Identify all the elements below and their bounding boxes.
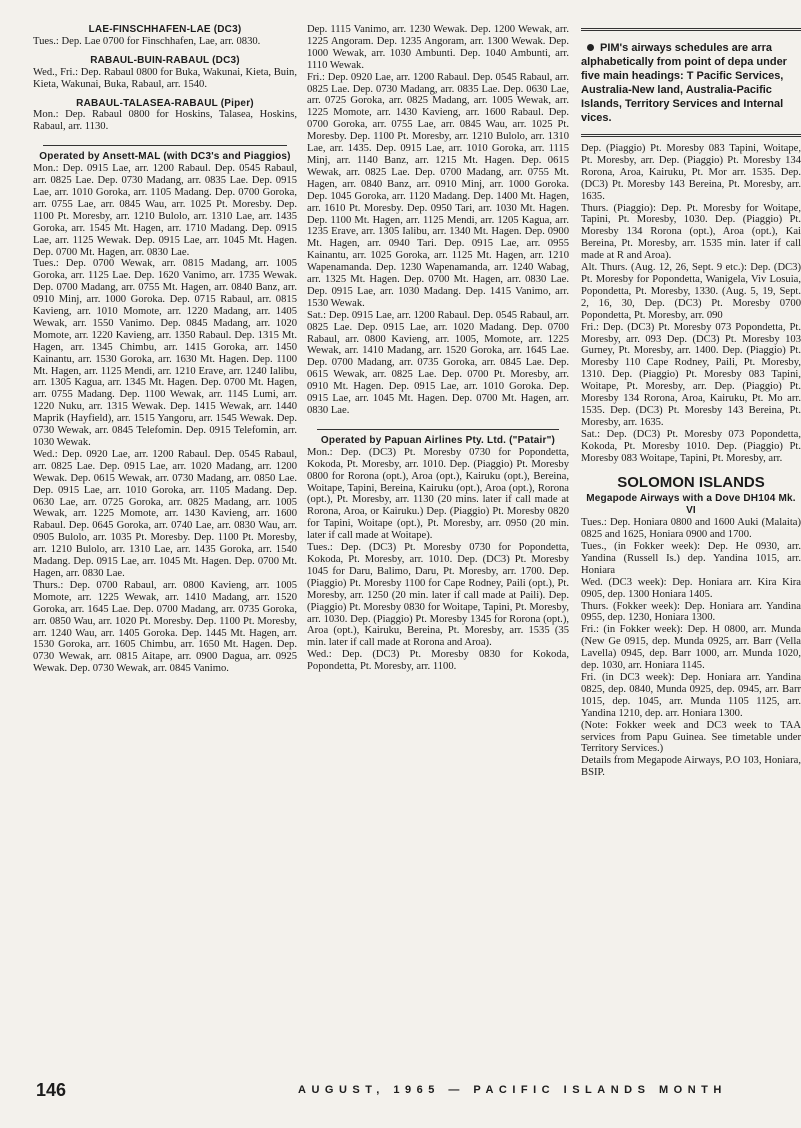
schedule-entry: Thurs. (Fokker week): Dep. Honiara arr. Yandina 0955, dep. 1230, Honiara 1300. — [581, 600, 801, 624]
schedule-entry: Tues.: Dep. Lae 0700 for Finschhafen, Lae, arr. 0830. — [33, 35, 261, 47]
schedule-heading: RABAUL-TALASEA-RABAUL (Piper) — [76, 97, 254, 109]
schedule-entry: Tues.: Dep. Honiara 0800 and 1600 Auki (Malaita) 0825 and 1625, Honiara 0900 and 1700. — [581, 517, 801, 541]
schedule-entry: Wed.: Dep. 0920 Lae, arr. 1200 Rabaul. Dep. 0545 Rabaul, arr. 0825 Lae. Dep. 0915 Lae, arr. 1020 Madang, arr. 1200 Wewak. Dep. 0615 Wewak, arr. 0730 Madang, arr. 0850 Lae. Dep. 0915 Lae, arr. 1010 Goroka, arr. 1105 Madang. Dep. 0630 Lae, arr. 0725 Goroka, arr. 0825 Madang, arr. 1005 Wewak, arr. 1225 Momote, arr. 1430 Kavieng, arr. 1600 Rabaul. Dep. 0645 Goroka, arr. 0740 Lae, arr. 0830 Wau, arr. 0905 Bulolo, arr. 1035 Pt. Moresby. Dep. 1100 Pt. Moresby, arr. 1210 Bulolo, arr. 1310 Lae, arr. 1435 Goroka, arr. 1540 Madang. Dep. 0915 Lae, arr. 1045 Mt. Hagen. Dep. 0700 Mt. Hagen, arr. 0830 Lae. — [33, 448, 297, 579]
spacer — [33, 91, 297, 98]
schedule-entry: Dep. 1115 Vanimo, arr. 1230 Wewak. Dep. 1200 Wewak, arr. 1225 Angoram. Dep. 1235 Angoram, arr. 1300 Wewak. Dep. 1000 Wewak, arr. 1030 Ambunti. Dep. 1040 Ambunti, arr. 1110 Wewak. — [307, 24, 569, 71]
notice-box — [581, 28, 801, 137]
schedule-entry: Fri.: Dep. 0920 Lae, arr. 1200 Rabaul. Dep. 0545 Rabaul, arr. 0825 Lae. Dep. 0730 Madang, arr. 0835 Lae. Dep. 0630 Lae, arr. 0725 Goroka, arr. 0825 Madang, arr. 1005 Wewak, arr. 1225 Momote, arr. 1430 Kavieng, arr. 1600 Rabaul. Dep. 0700 Goroka, arr. 0755 Lae, arr. 0845 Wau, arr. 1025 Pt. Moresby. Dep. 1100 Pt. Moresby, arr. 1210 Bulolo, arr. 1310 Lae, arr. 1435. Dep. 0915 Lae, arr. 1010 Goroka, arr. 1115 Minj, arr. 1140 Banz, arr. 1215 Mt. Hagen. Dep. 0615 Wewak, arr. 0825 Lae. Dep. 0700 Madang, arr. 0755 Mt. Hagen, arr. 0840 Banz, arr. 0910 Minj, arr. 1000 Goroka. Dep. 1045 Goroka, arr. 1120 Madang. Dep. 1400 Mt. Hagen, arr. 1610 Pt. Moresby. Dep. 0950 Tari, arr. 1030 Mt. Hagen. Dep. 1100 Mt. Hagen, arr. 1125 Mendi, arr. 1205 Kagua, arr. 1235 Erave, arr. 1305 Ialibu, arr. 1340 Mt. Hagen. Dep. 0900 Mt. Hagen, arr. 0940 Tari. Dep. 0915 Lae, arr. 0955 Kainantu, arr. 1025 Goroka, arr. 1125 Mt. Hagen, arr. 1210 Wapenamanda. Dep. 1230 Wapenamanda, arr. 1240 Wabag, arr. 1325 Mt. Hagen. Dep. 0700 Mt. Hagen, arr. 0830 Lae. Dep. 0915 Lae, arr. 1030 Madang. Dep. 1415 Vanimo, arr. 1530 Wewak. — [307, 71, 569, 309]
column-1 — [33, 24, 297, 1072]
schedule-entry: (Note: Fokker week and DC3 week to TAA services from Papu Guinea. See timetable under Territory Services.) — [581, 719, 801, 755]
schedule-heading: Operated by Ansett-MAL (with DC3's and Piaggios) — [39, 151, 291, 163]
page-footer — [0, 1078, 801, 1108]
notice-text: PIM's airways schedules are arra alphabetically from point of depa under five main headings: T Pacific Services, Australia-New land, Australia-Pacific Islands, Territory Services and Internal vices. — [581, 42, 787, 124]
schedule-entry: Thurs. (Piaggio): Dep. Pt. Moresby for Woitape, Tapini, Pt. Moresby, 1030. Dep. (Piaggio) Pt. Moresby 134 Rorona (opt.), Aroa (opt.), Kai Bereina, Pt. Moresby, arr. 1535 min. later if call made at R and Aroa). — [581, 202, 801, 262]
section-divider — [317, 429, 559, 430]
section-divider — [43, 145, 287, 146]
schedule-entry: Details from Megapode Airways, P.O 103, Honiara, BSIP. — [581, 755, 801, 779]
spacer — [33, 133, 297, 140]
page-number: 146 — [36, 1080, 67, 1100]
schedule-heading: Megapode Airways with a Dove DH104 Mk. VI — [586, 493, 796, 517]
schedule-entry: Wed. (DC3 week): Dep. Honiara arr. Kira Kira 0905, dep. 1300 Honiara 1405. — [581, 576, 801, 600]
schedule-heading: Operated by Papuan Airlines Pty. Ltd. ("Patair") — [320, 434, 556, 446]
section-title: SOLOMON ISLANDS — [617, 474, 765, 492]
schedule-entry: Tues.: Dep. (DC3) Pt. Moresby 0730 for Popondetta, Kokoda, Pt. Moresby, arr. 1010. Dep. (DC3) Pt. Moresby 1045 for Daru, Balimo, Daru, Pt. Moresby, arr. 1700. Dep. (Piaggio) Pt. Moresby 1100 for Cape Rodney, Paili (opt.), Pt. Moresby, arr. 1250 (20 min. later if call made at Paili). Dep. (Piaggio) Pt. Moresby 0830 for Woitape, Tapini, Pt. Moresby, arr. 1030. Dep. (Piaggio) Pt. Moresby 1345 for Rorona (opt.), Aroa (opt.), Kairuku, Bereina, Pt. Moresby, arr. 1535 (35 min. later if call made at Rorona and Aroa). — [307, 542, 569, 649]
schedule-entry: Mon.: Dep. 0915 Lae, arr. 1200 Rabaul. Dep. 0545 Rabaul, arr. 0825 Lae. Dep. 0730 Madang, arr. 0835 Lae. Dep. 0915 Lae, arr. 1010 Goroka, arr. 1105 Madang. Dep. 0700 Goroka, arr. 0755 Lae, arr. 0845 Wau, arr. 1025 Pt. Moresby. Dep. 1100 Pt. Moresby, arr. 1210 Bulolo, arr. 1310 Lae, arr. 1435 Goroka, arr. 1545 Mt. Hagen, arr. 1710 Madang. Dep. 0915 Lae, arr. 1125 Wewak. Dep. 0915 Lae, arr. 1045 Mt. Hagen. Dep. 0700 Mt. Hagen, arr. 0830 Lae. — [33, 163, 297, 258]
schedule-heading: LAE-FINSCHHAFEN-LAE (DC3) — [88, 24, 242, 35]
bullet-icon — [587, 44, 594, 51]
schedule-heading: RABAUL-BUIN-RABAUL (DC3) — [90, 54, 240, 66]
column-2 — [307, 24, 569, 1072]
schedule-entry: Sat.: Dep. 0915 Lae, arr. 1200 Rabaul. Dep. 0545 Rabaul, arr. 0825 Lae. Dep. 0915 Lae, arr. 1020 Madang. Dep. 0700 Rabaul, arr. 0800 Kavieng, arr. 1005, Momote, arr. 1225 Wewak, arr. 1410 Madang, arr. 1520 Goroka, arr. 1645 Lae. Dep. 0700 Madang, arr. 0735 Goroka, arr. 0845 Lae. Dep. 0615 Wewak, arr. 0825 Lae. Dep. 0700 Pt. Moresby, arr. 0910 Mt. Hagen. Dep. 0915 Lae, arr. 1010 Goroka. Dep. 0915 Lae, arr. 1045 Mt. Hagen. Dep. 0700 Mt. Hagen, arr. 0830 Lae. — [307, 309, 569, 416]
schedule-entry: Wed., Fri.: Dep. Rabaul 0800 for Buka, Wakunai, Kieta, Buin, Kieta, Wakunai, Buka, Rabaul, arr. 1540. — [33, 66, 297, 90]
schedule-entry: Wed.: Dep. (DC3) Pt. Moresby 0830 for Kokoda, Popondetta, Pt. Moresby, arr. 1100. — [307, 649, 569, 673]
schedule-entry: Mon.: Dep. Rabaul 0800 for Hoskins, Talasea, Hoskins, Rabaul, arr. 1130. — [33, 109, 297, 133]
spacer — [307, 417, 569, 424]
column-3 — [581, 24, 801, 1072]
schedule-entry: Sat.: Dep. (DC3) Pt. Moresby 073 Popondetta, Kokoda, Pt. Moresby 1010. Dep. (Piaggio) Pt. Moresby 083 Woitape, Tapini, Pt. Moresby, arr. — [581, 428, 801, 464]
spacer — [33, 48, 297, 55]
schedule-entry: Dep. (Piaggio) Pt. Moresby 083 Tapini, Woitape, Pt. Moresby, arr. Dep. (Piaggio) Pt. Moresby 134 Rorona, Aroa, Kairuku, Pt. Mor arr. 1535. Dep. (DC3) Pt. Moresby 143 Bereina, Pt. Moresby, arr. 1635. — [581, 143, 801, 202]
schedule-entry: Fri.: Dep. (DC3) Pt. Moresby 073 Popondetta, Pt. Moresby, arr. 093 Dep. (DC3) Pt. Moresby 103 Gurney, Pt. Moresby, arr. 1400. Dep. (Piaggio) Pt. Moresby 110 Cape Rodney, Paili, Pt. Moresby, 1310. Dep. (Piaggio) Pt. Moresby 083 Tapini, Woitape, Pt. Moresby, arr. Dep. (Piaggio) Pt. Moresby 134 Rorona, Aroa, Kairuku, Pt. Mo arr. 1535. Dep. (DC3) Pt. Moresby 143 Bereina, Pt. Moresby, arr. 1635. — [581, 321, 801, 428]
column-3-body — [581, 143, 801, 779]
schedule-entry: Alt. Thurs. (Aug. 12, 26, Sept. 9 etc.): Dep. (DC3) Pt. Moresby for Popondetta, Wanigela, Viv Losuia, Popondetta, Pt. Moresby, 1330. (Aug. 5, 19, Sept. 2, 16, 30, Dep. (DC3) Pt. Moresby 0700 Popondetta, Pt. Moresby, arr. 090 — [581, 262, 801, 321]
spacer — [581, 464, 801, 471]
schedule-entry: Mon.: Dep. (DC3) Pt. Moresby 0730 for Popondetta, Kokoda, Pt. Moresby, arr. 1010. Dep. (Piaggio) Pt. Moresby 0800 for Rorona (opt.), Aroa (opt.), Kairuku (opt.), Bereina, Woitape, Tapini, Bereina, Kairuku (opt.), Aroa (opt.), Rorona (opt.), Pt. Moresby, arr. 1130 (20 mins. later if call made at Rorona, Aroa, or Kairuku.) Dep. (Piaggio) Pt. Moresby 0820 for Tapini, Woitape (opt.), Pt. Moresby, arr. 0950 (20 min. later if call made at Woitape). — [307, 446, 569, 542]
running-title: AUGUST, 1965 — PACIFIC ISLANDS MONTH — [298, 1084, 727, 1096]
schedule-entry: Tues.: Dep. 0700 Wewak, arr. 0815 Madang, arr. 1005 Goroka, arr. 1125 Lae. Dep. 1620 Vanimo, arr. 1735 Wewak. Dep. 0700 Madang, arr. 0755 Mt. Hagen, arr. 0840 Banz, arr. 0910 Minj, arr. 1000 Goroka. Dep. 0715 Rabaul, arr. 0815 Kavieng, arr. 1010 Momote, arr. 1220 Madang, arr. 1405 Wewak, arr. 1550 Vanimo. Dep. 0845 Madang, arr. 1020 Momote, arr. 1220 Kavieng, arr. 1350 Rabaul. Dep. 1315 Mt. Hagen, arr. 1345 Chimbu, arr. 1415 Goroka, arr. 1450 Kainantu, arr. 1530 Goroka, arr. 1630 Mt. Hagen. Dep. 1100 Mt. Hagen, arr. 1125 Mendi, arr. 1210 Erave, arr. 1240 Ialibu, arr. 1305 Kagua, arr. 1345 Mt. Hagen. Dep. 0700 Mt. Hagen, arr. 0755 Madang. Dep. 1100 Wewak, arr. 1145 Lumi, arr. 1220 Nuku, arr. 1315 Wewak. Dep. 1415 Wewak, arr. 1440 Maprik (Hayfield), arr. 1515 Yangoru, arr. 1545 Wewak. Dep. 0730 Wewak, arr. 0845 Telefomin. Dep. 0915 Telefomin, arr. 1030 Wewak. — [33, 258, 297, 448]
schedule-entry: Fri. (in DC3 week): Dep. Honiara arr. Yandina 0825, dep. 0840, Munda 0925, dep. 0945, arr. Barr 1015, dep. 1045, arr. Munda 1105 1125, arr. Yandina 1210, dep. arr. Honiara 1300. — [581, 671, 801, 719]
schedule-entry: Tues., (in Fokker week): Dep. He 0930, arr. Yandina (Russell Is.) dep. Yandina 1015, arr. Honiara — [581, 541, 801, 576]
schedule-entry: Thurs.: Dep. 0700 Rabaul, arr. 0800 Kavieng, arr. 1005 Momote, arr. 1225 Wewak, arr. 1410 Madang, arr. 1520 Goroka, arr. 1645 Lae. Dep. 0700 Madang, arr. 0735 Goroka, arr. 0850 Wau, arr. 1020 Pt. Moresby. Dep. 1100 Pt. Moresby, arr. 1240 Wau, arr. 1405 Goroka. Dep. 1445 Mt. Hagen, arr. 1530 Goroka, arr. 1605 Chimbu, arr. 1650 Mt. Hagen. Dep. 0730 Wewak, arr. 0815 Aitape, arr. 0900 Dagua, arr. 0925 Wewak. Dep. 0730 Wewak, arr. 0845 Vanimo. — [33, 579, 297, 675]
schedule-entry: Fri.: (in Fokker week): Dep. H 0800, arr. Munda (New Ge 0915, dep. Munda 0925, arr. Barr (Vella Lavella) 0945, dep. Barr 1000, arr. Munda 1020, dep. 1030, arr. Honiara 1145. — [581, 624, 801, 672]
